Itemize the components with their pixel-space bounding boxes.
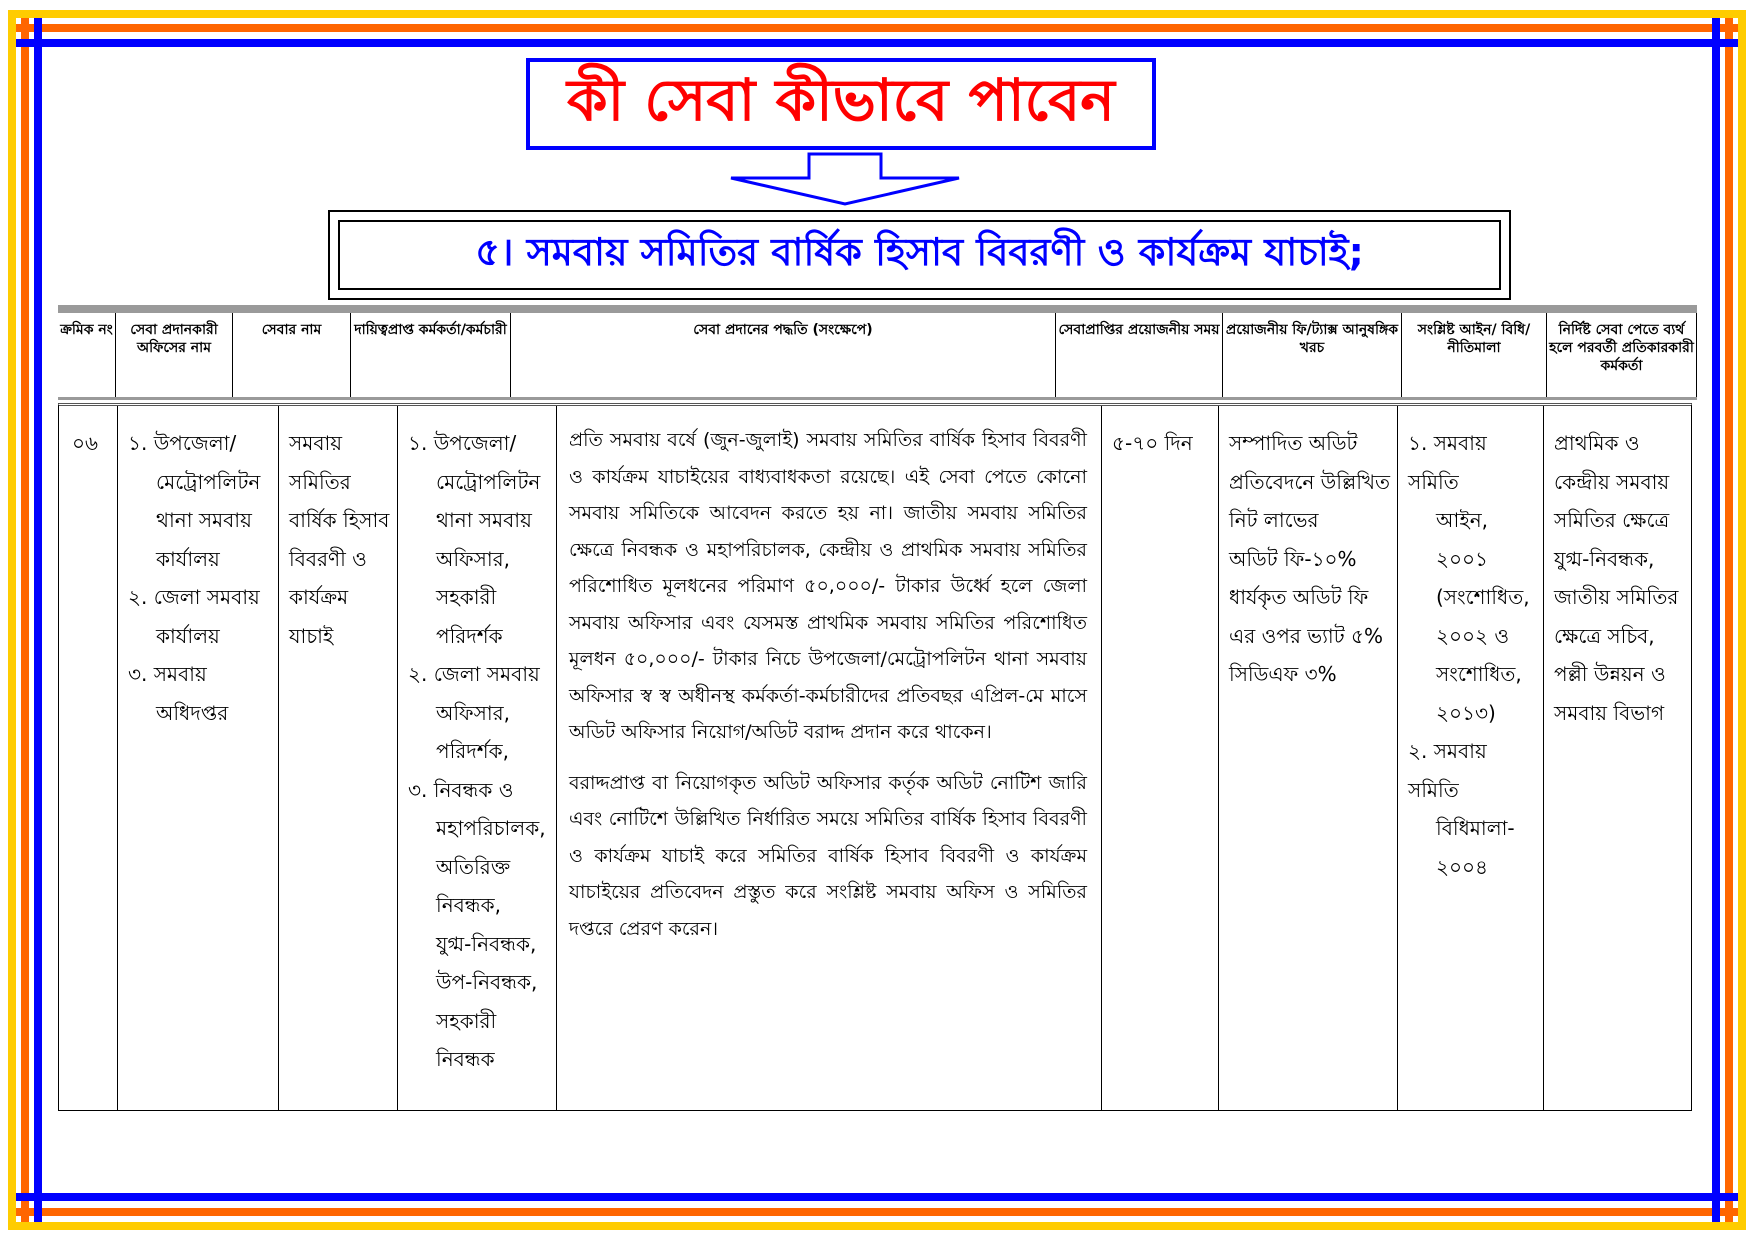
list-item-line: অফিসার,: [436, 546, 511, 571]
cell-remedy: [1543, 406, 1693, 1110]
cell-line: নিট লাভের: [1229, 508, 1319, 532]
header-laws: সংশ্লিষ্ট আইন/ বিধি/নীতিমালা: [1401, 313, 1546, 397]
cell-line: বিবরণী ও: [289, 546, 367, 571]
list-item-line: আইন, ২০০১: [1436, 508, 1489, 571]
cell-line: সমবায়: [289, 431, 343, 455]
table-header: [58, 305, 1697, 400]
list-item: [128, 655, 272, 732]
list-item-line: ১. সমবায় সমিতি: [1408, 431, 1487, 494]
cell-line: যাচাই: [289, 623, 334, 648]
cell-line: বার্ষিক হিসাব: [289, 508, 390, 532]
cell-officers: [397, 406, 556, 1110]
list-item-line: অতিরিক্ত: [436, 854, 511, 879]
method-paragraph: বরাদ্দপ্রাপ্ত বা নিয়োগকৃত অডিট অফিসার কর্তৃক অডিট নোটিশ জারি এবং নোটিশে উল্লিখিত নির্ধারিত সময়ে সমিতির বার্ষিক হিসাব বিবরণী ও কার্যক্রম যাচাই করে সমিতির বার্ষিক হিসাব বিবরণী ও কার্যক্রম যাচাইয়ের প্রতিবেদন প্রস্তুত করে সংশ্লিষ্ট সমবায় অফিস ও সমিতির দপ্তরে প্রেরণ করেন।: [569, 771, 1087, 940]
list-item: [1408, 424, 1537, 732]
cell-line: কার্যক্রম: [289, 585, 349, 609]
list-item-line: মেট্রোপলিটন: [156, 469, 261, 494]
cell-line: ধার্যকৃত অডিট ফি: [1229, 585, 1369, 609]
list-item: [408, 655, 550, 771]
cell-line: জাতীয় সমিতির: [1554, 585, 1679, 609]
list-item-line: সহকারী: [436, 585, 497, 609]
list-item-line: ৩. সমবায়: [128, 662, 207, 686]
list-item-line: মহাপরিচালক,: [436, 816, 546, 840]
cell-time: ৫-৭০ দিন: [1101, 406, 1218, 1110]
header-method: সেবা প্রদানের পদ্ধতি (সংক্ষেপে): [510, 313, 1055, 397]
list-item-line: মেট্রোপলিটন: [436, 469, 541, 494]
cell-line: যুগ্ম-নিবন্ধক,: [1554, 546, 1655, 571]
list-item-line: ১. উপজেলা/: [128, 431, 237, 455]
list-item-line: ২০১৩): [1436, 700, 1496, 725]
list-item-line: ২. সমবায় সমিতি: [1408, 739, 1487, 802]
cell-line: পল্লী উন্নয়ন ও: [1554, 662, 1666, 686]
section-title: ৫। সমবায় সমিতির বার্ষিক হিসাব বিবরণী ও কার্যক্রম যাচাই;: [475, 230, 1364, 274]
page-title: কী সেবা কীভাবে পাবেন: [567, 65, 1115, 134]
list-item-line: কার্যালয়: [156, 623, 220, 648]
header-officer: দায়িত্বপ্রাপ্ত কর্মকর্তা/কর্মচারী: [350, 313, 510, 397]
method-paragraph: প্রতি সমবায় বর্ষে (জুন-জুলাই) সমবায় সমিতির বার্ষিক হিসাব বিবরণী ও কার্যক্রম যাচাইয়ের বাধ্যবাধকতা রয়েছে। এই সেবা পেতে কোনো সমবায় সমিতিকে আবেদন করতে হয় না। জাতীয় সমবায় সমিতির ক্ষেত্রে নিবন্ধক ও মহাপরিচালক, কেন্দ্রীয় ও প্রাথমিক সমবায় সমিতির পরিশোধিত মূলধনের পরিমাণ ৫০,০০০/- টাকার উর্ধ্বে হলে জেলা সমবায় অফিসার এবং যেসমস্ত প্রাথমিক সমবায় সমিতির পরিশোধিত মূলধন ৫০,০০০/- টাকার নিচে উপজেলা/মেট্রোপলিটন থানা সমবায় অফিসার স্ব স্ব অধীনস্থ কর্মকর্তা-কর্মচারীদের প্রতিবছর এপ্রিল-মে মাসে অডিট অফিসার নিয়োগ/অডিট বরাদ্দ প্রদান করে থাকেন।: [569, 429, 1087, 743]
cell-line: এর ওপর ভ্যাট ৫%: [1229, 623, 1383, 648]
list-item: [408, 771, 550, 1079]
list-item: [128, 424, 272, 578]
list-item-line: ২. জেলা সমবায়: [408, 662, 540, 686]
cell-laws: [1397, 406, 1543, 1110]
list-item-line: থানা সমবায়: [436, 508, 532, 532]
list-item-line: থানা সমবায়: [156, 508, 252, 532]
list-item-line: উপ-নিবন্ধক,: [436, 970, 538, 994]
list-item-line: সংশোধিত,: [1436, 662, 1522, 686]
list-item-line: ২০০৪: [1436, 854, 1488, 879]
header-fee: প্রয়োজনীয় ফি/ট্যাক্স আনুষঙ্গিক খরচ: [1222, 313, 1401, 397]
list-item-line: অধিদপ্তর: [156, 700, 229, 725]
subtitle-box: [328, 210, 1511, 300]
list-item-line: পরিদর্শক: [436, 623, 503, 648]
header-time: সেবাপ্রাপ্তির প্রয়োজনীয় সময়: [1055, 313, 1222, 397]
list-item: [128, 578, 272, 655]
cell-method: [556, 406, 1101, 1110]
cell-line: সিডিএফ ৩%: [1229, 662, 1337, 686]
list-item-line: কার্যালয়: [156, 546, 220, 571]
list-item-line: ২০০২ ও: [1436, 623, 1510, 648]
list-item-line: (সংশোধিত,: [1436, 585, 1530, 609]
cell-line: সমিতির: [289, 469, 351, 494]
cell-line: অডিট ফি-১০%: [1229, 546, 1357, 571]
list-item: [408, 424, 550, 655]
header-serial: ক্রমিক নং: [60, 322, 113, 338]
title-box: [526, 58, 1156, 150]
list-item-line: বিধিমালা-: [1436, 816, 1515, 840]
header-office: সেবা প্রদানকারী অফিসের নাম: [115, 313, 232, 397]
header-service-name: সেবার নাম: [232, 313, 350, 397]
cell-line: কেন্দ্রীয় সমবায়: [1554, 469, 1670, 494]
list-item: [1408, 732, 1537, 886]
cell-line: সম্পাদিত অডিট: [1229, 431, 1358, 455]
list-item-line: অফিসার,: [436, 700, 511, 725]
cell-line: সমবায় বিভাগ: [1554, 700, 1665, 725]
list-item-line: পরিদর্শক,: [436, 739, 509, 763]
list-item-line: ১. উপজেলা/: [408, 431, 517, 455]
cell-fee: [1218, 406, 1397, 1110]
table-row: [58, 403, 1692, 1111]
list-item-line: যুগ্ম-নিবন্ধক,: [436, 931, 537, 956]
cell-service-name: [278, 406, 397, 1110]
list-item-line: ৩. নিবন্ধক ও: [408, 777, 514, 802]
cell-line: প্রতিবেদনে উল্লিখিত: [1229, 469, 1391, 494]
list-item-line: নিবন্ধক,: [436, 893, 501, 917]
list-item-line: ২. জেলা সমবায়: [128, 585, 260, 609]
list-item-line: নিবন্ধক: [436, 1047, 495, 1071]
cell-serial: ০৬: [71, 431, 98, 455]
down-arrow-icon: [727, 150, 967, 208]
cell-line: ক্ষেত্রে সচিব,: [1554, 623, 1655, 648]
cell-line: সমিতির ক্ষেত্রে: [1554, 508, 1670, 532]
cell-line: প্রাথমিক ও: [1554, 431, 1640, 455]
list-item-line: সহকারী: [436, 1008, 497, 1033]
cell-offices: [117, 406, 278, 1110]
header-remedy: নির্দিষ্ট সেবা পেতে ব্যর্থ হলে পরবর্তী প্রতিকারকারী কর্মকর্তা: [1546, 313, 1697, 397]
